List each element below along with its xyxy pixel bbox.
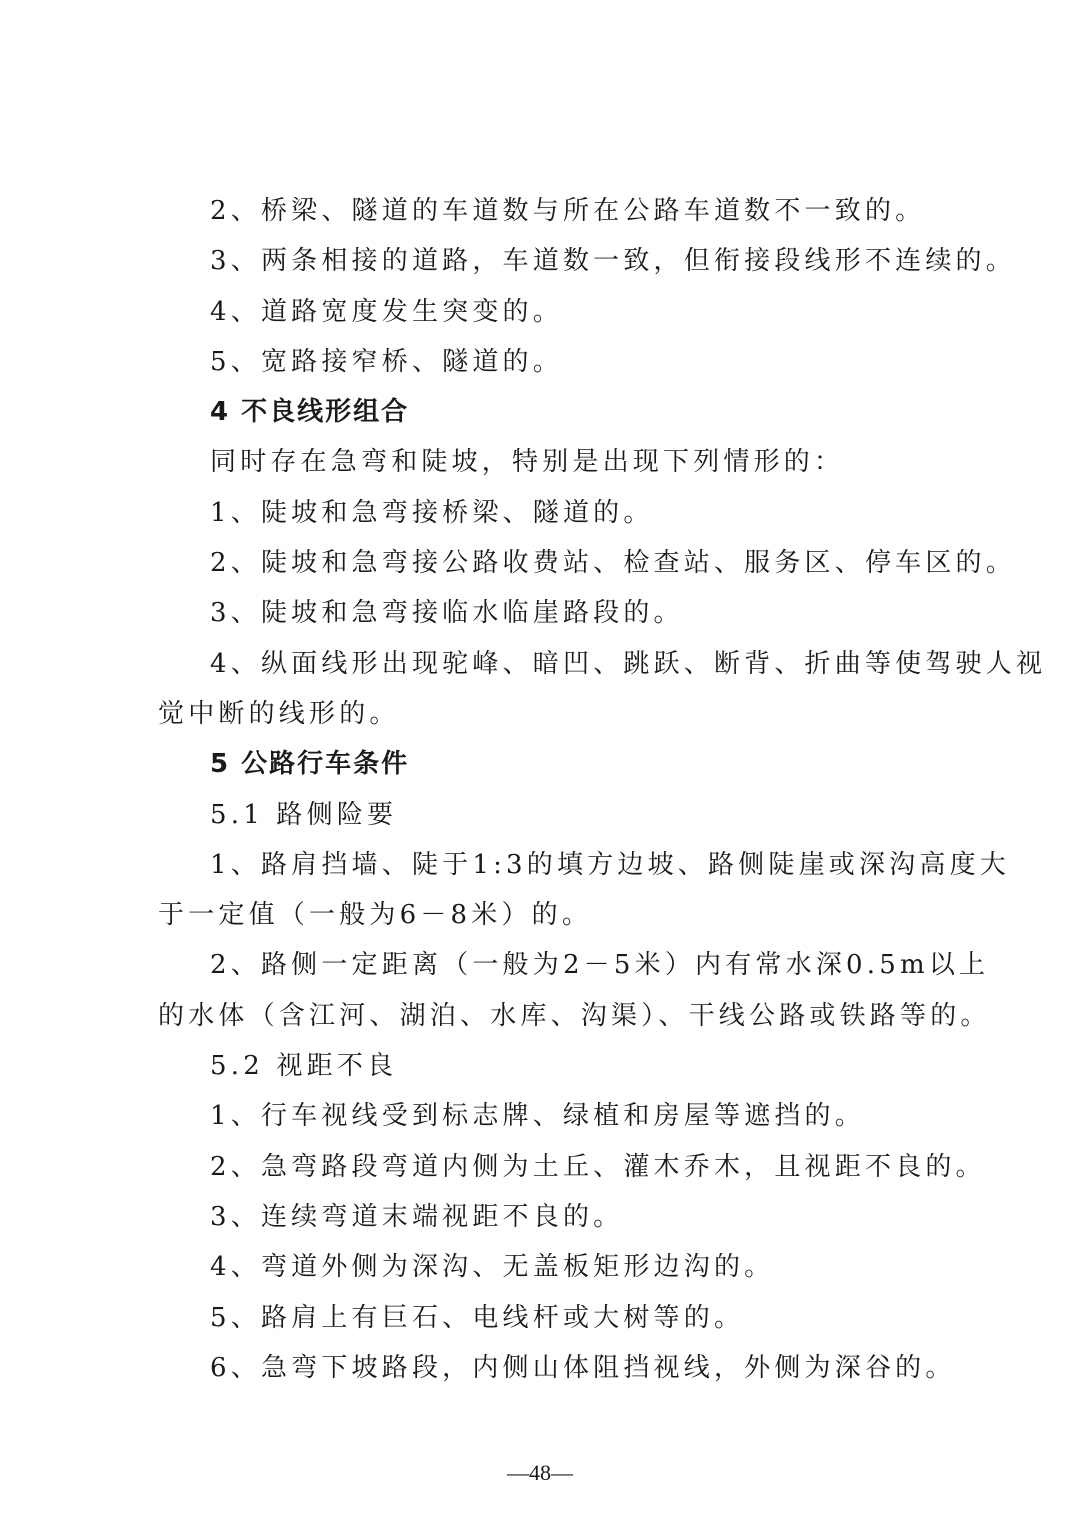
list-item-6-downhill-curve: 6、急弯下坡路段，内侧山体阻挡视线，外侧为深谷的。 [210,1352,956,1383]
list-item-2-curve-inner: 2、急弯路段弯道内侧为土丘、灌木乔木，且视距不良的。 [210,1151,986,1182]
list-item-4-profile-line1: 4、纵面线形出现驼峰、暗凹、跳跃、断背、折曲等使驾驶人视 [210,648,1047,679]
page-number: —48— [507,1460,573,1485]
section-heading-5: 5 公路行车条件 [210,749,410,780]
list-item-4-curve-outer: 4、弯道外侧为深沟、无盖板矩形边沟的。 [210,1252,775,1283]
list-item-1-retaining-wall-line2: 于一定值（一般为6－8米）的。 [158,900,593,931]
list-item-2-water-body-line2: 的水体（含江河、湖泊、水库、沟渠）、干线公路或铁路等的。 [158,1000,991,1031]
list-item-1-sight-blocked: 1、行车视线受到标志牌、绿植和房屋等遮挡的。 [210,1101,865,1132]
list-item-3-road-alignment: 3、两条相接的道路，车道数一致，但衔接段线形不连续的。 [210,246,1016,277]
list-item-2-slope-toll: 2、陡坡和急弯接公路收费站、检查站、服务区、停车区的。 [210,548,1016,579]
list-item-4-profile-line2: 觉中断的线形的。 [158,698,400,729]
section-heading-4: 4 不良线形组合 [210,397,410,428]
list-item-1-slope-bridge: 1、陡坡和急弯接桥梁、隧道的。 [210,497,654,528]
document-body [158,186,1047,1393]
list-item-4-width-change: 4、道路宽度发生突变的。 [210,296,563,327]
list-item-1-retaining-wall-line1: 1、路肩挡墙、陡于1:3的填方边坡、路侧陡崖或深沟高度大 [210,849,1010,880]
list-item-3-slope-water: 3、陡坡和急弯接临水临崖路段的。 [210,598,684,629]
section-4-intro: 同时存在急弯和陡坡，特别是出现下列情形的： [210,447,845,478]
list-item-2-water-body-line1: 2、路侧一定距离（一般为2－5米）内有常水深0.5m以上 [210,950,990,981]
list-item-3-curve-end: 3、连续弯道末端视距不良的。 [210,1201,624,1232]
subsection-heading-5-1: 5.1 路侧险要 [210,799,398,830]
list-item-5-narrow-bridge: 5、宽路接窄桥、隧道的。 [210,346,563,377]
list-item-5-shoulder-obstacles: 5、路肩上有巨石、电线杆或大树等的。 [210,1302,745,1333]
list-item-2-bridge-tunnel-lanes: 2、桥梁、隧道的车道数与所在公路车道数不一致的。 [210,196,926,226]
subsection-heading-5-2: 5.2 视距不良 [210,1051,398,1082]
